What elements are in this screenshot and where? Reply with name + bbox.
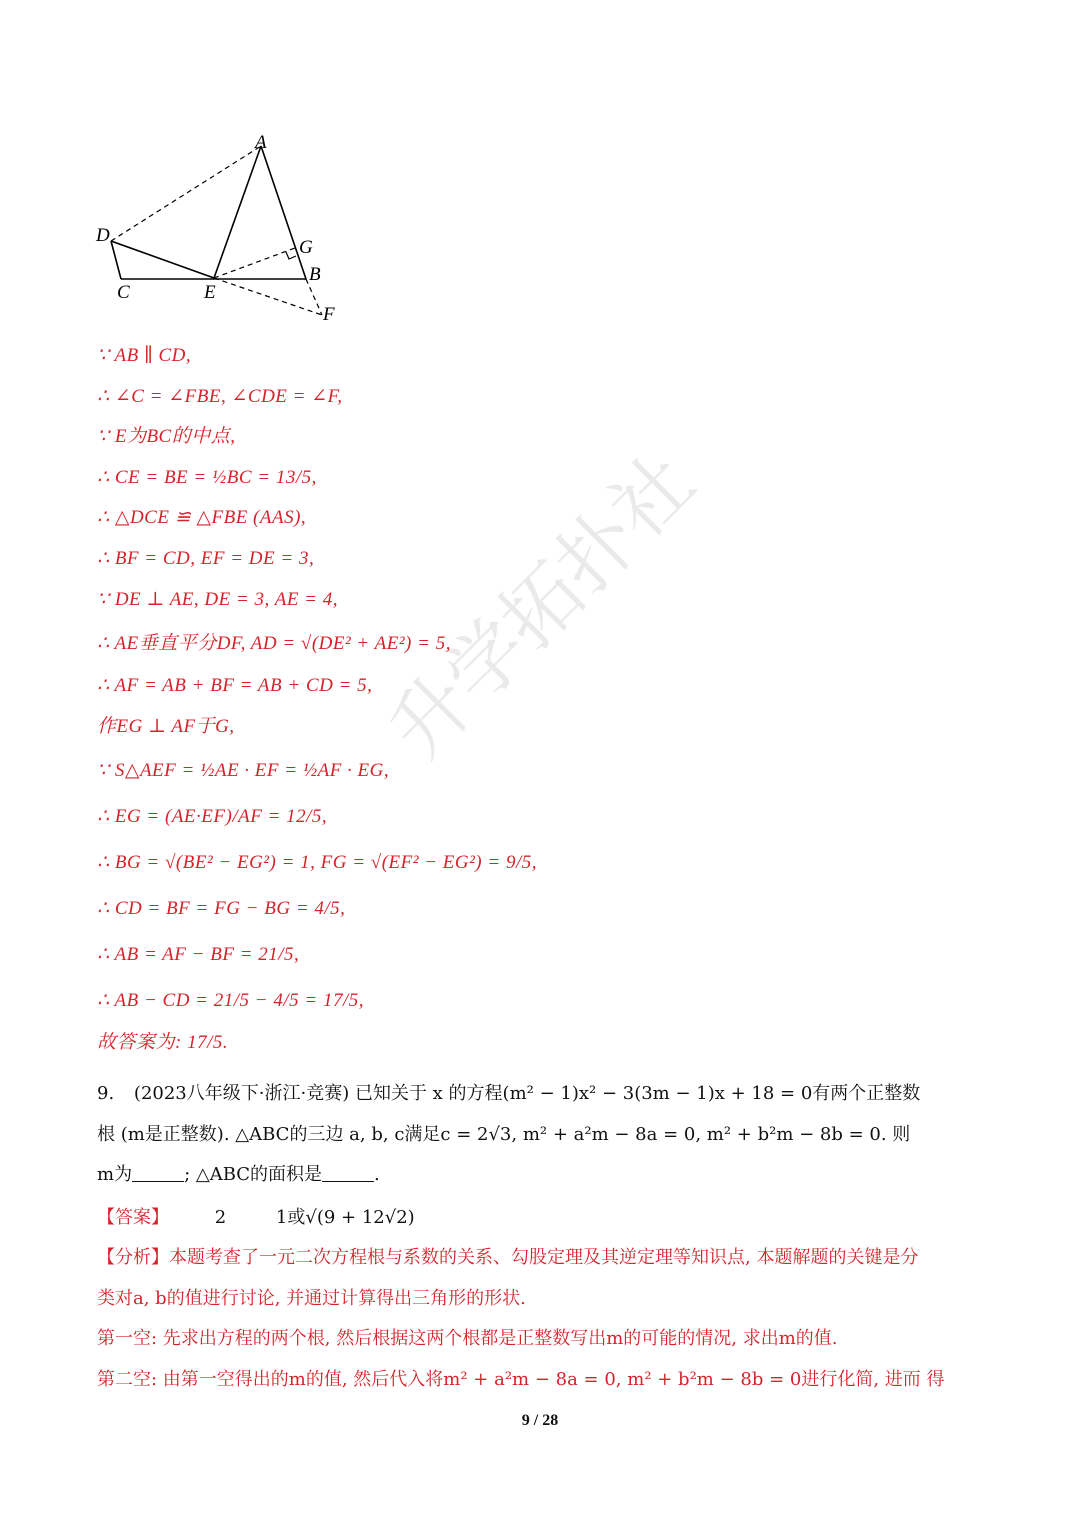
analysis-block — [97, 1238, 997, 1400]
label-e: E — [204, 282, 216, 303]
analysis-text-1: 本题考查了一元二次方程根与系数的关系、勾股定理及其逆定理等知识点, 本题解题的关键是分 — [169, 1247, 919, 1268]
solution-line: ∴ AB = AF − BF = 21/5, — [97, 944, 300, 966]
answer-blank-1 — [132, 1163, 184, 1182]
label-c: C — [117, 282, 130, 303]
solution-line: ∴ AE垂直平分DF, AD = √(DE² + AE²) = 5, — [97, 633, 451, 655]
solution-line: ∴ CD = BF = FG − BG = 4/5, — [97, 898, 346, 920]
question-text-3c: . — [374, 1164, 380, 1185]
question-number: 9. — [97, 1083, 115, 1104]
solution-line: ∴ AB − CD = 21/5 − 4/5 = 17/5, — [97, 990, 364, 1012]
question-source: (2023八年级下·浙江·竞赛) — [133, 1083, 350, 1104]
solution-line: 作EG ⊥ AF于G, — [97, 715, 235, 737]
question-text-3a: m为 — [97, 1164, 133, 1185]
analysis-line-3: 第一空: 先求出方程的两个根, 然后根据这两个根都是正整数写出m的可能的情况, 求出m的值. — [97, 1328, 838, 1349]
solution-line: ∵ E为BC的中点, — [97, 426, 236, 448]
solution-line: ∴ EG = (AE·EF)/AF = 12/5, — [97, 806, 328, 828]
answer-block — [97, 1198, 997, 1239]
analysis-line-2: 类对a, b的值进行讨论, 并通过计算得出三角形的形状. — [97, 1287, 526, 1309]
watermark: 升学拓扑社 — [372, 436, 713, 777]
analysis-line-1 — [97, 1238, 997, 1279]
label-g: G — [299, 237, 313, 258]
question-text-3b: ; △ABC的面积是 — [184, 1164, 323, 1185]
solution-line: ∴ ∠C = ∠FBE, ∠CDE = ∠F, — [97, 385, 343, 407]
solution-steps — [97, 340, 997, 1068]
solution-line: ∵ S△AEF = ½AE · EF = ½AF · EG, — [97, 760, 390, 782]
question-line-2: 根 (m是正整数). △ABC的三边 a, b, c满足c = 2√3, m² + a²m − 8a = 0, m² + b²m − 8b = 0. 则 — [97, 1123, 911, 1145]
analysis-label: 【分析】 — [97, 1247, 169, 1268]
geometry-figure — [90, 128, 350, 328]
solution-line: ∴ AF = AB + BF = AB + CD = 5, — [97, 675, 373, 697]
solution-line: ∵ AB ∥ CD, — [97, 345, 192, 366]
label-d: D — [96, 225, 110, 246]
solution-line: ∵ DE ⊥ AE, DE = 3, AE = 4, — [97, 588, 338, 610]
label-b: B — [309, 264, 321, 285]
label-a: A — [255, 132, 267, 153]
answer-blank-2 — [322, 1163, 374, 1182]
solution-line: ∴ CE = BE = ½BC = 13/5, — [97, 466, 317, 488]
answer-value-2: 1或√(9 + 12√2) — [275, 1207, 415, 1228]
question-9 — [97, 1074, 987, 1196]
page-number: 9 / 28 — [521, 1412, 559, 1429]
label-f: F — [323, 304, 335, 325]
answer-value-1: 2 — [214, 1207, 227, 1228]
answer-label: 【答案】 — [97, 1207, 169, 1228]
solution-line: ∴ BG = √(BE² − EG²) = 1, FG = √(EF² − EG²) = 9/5, — [97, 852, 537, 874]
question-line-3 — [97, 1155, 987, 1196]
analysis-line-4: 第二空: 由第一空得出的m的值, 然后代入将m² + a²m − 8a = 0, m² + b²m − 8b = 0进行化简, 进而 得 — [97, 1368, 945, 1390]
solution-line: 故答案为: 17/5. — [97, 1032, 229, 1054]
solution-line: ∴ △DCE ≌ △FBE (AAS), — [97, 507, 307, 529]
question-text-1: 已知关于 x 的方程(m² − 1)x² − 3(3m − 1)x + 18 = 0有两个正整数 — [354, 1083, 921, 1104]
question-line-1 — [97, 1074, 987, 1115]
solution-line: ∴ BF = CD, EF = DE = 3, — [97, 547, 315, 569]
